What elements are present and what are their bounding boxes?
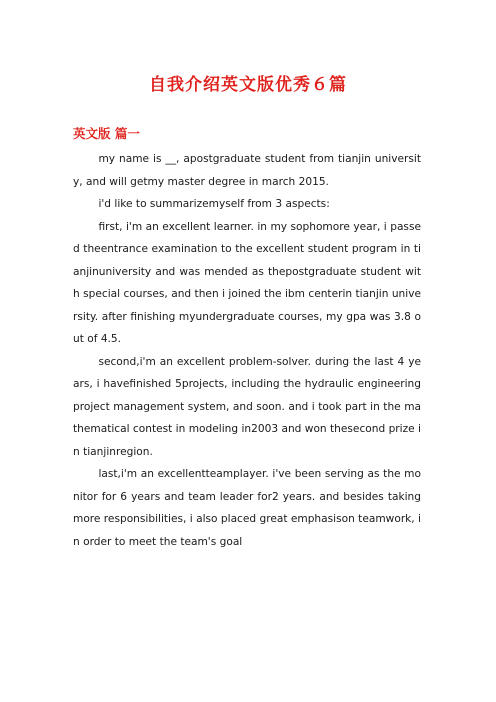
paragraph-learner: first, i'm an excellent learner. in my sophomore year, i passed theentrance examination to the excellent student program in tianjinuniversity and was mended as thepostgraduate student with special courses, and then i joined the ibm centerin tianjin university. after finishing myundergraduate courses, my gpa was 3.8 out of 4.5. — [73, 220, 421, 345]
document-title: 自我介绍英文版优秀６篇 — [149, 75, 347, 95]
section-heading: 英文版 篇一 — [73, 126, 140, 141]
document-body — [73, 148, 421, 553]
paragraph-team-player: last,i'm an excellentteamplayer. i've been serving as the monitor for 6 years and team leader for2 years. and besides taking more responsibilities, i also placed great emphasison teamwork, in order to meet the team's goal — [73, 468, 421, 548]
paragraph-intro: my name is __, apostgraduate student from tianjin university, and will getmy master degree in march 2015. — [73, 153, 421, 188]
paragraph-summary: i'd like to summarizemyself from 3 aspects: — [98, 198, 330, 210]
paragraph-problem-solver: second,i'm an excellent problem-solver. during the last 4 years, i havefinished 5projects, including the hydraulic engineering project management system, and soon. and i took part in the mathematical contest in modeling in2003 and won thesecond prize in tianjinregion. — [73, 355, 421, 458]
